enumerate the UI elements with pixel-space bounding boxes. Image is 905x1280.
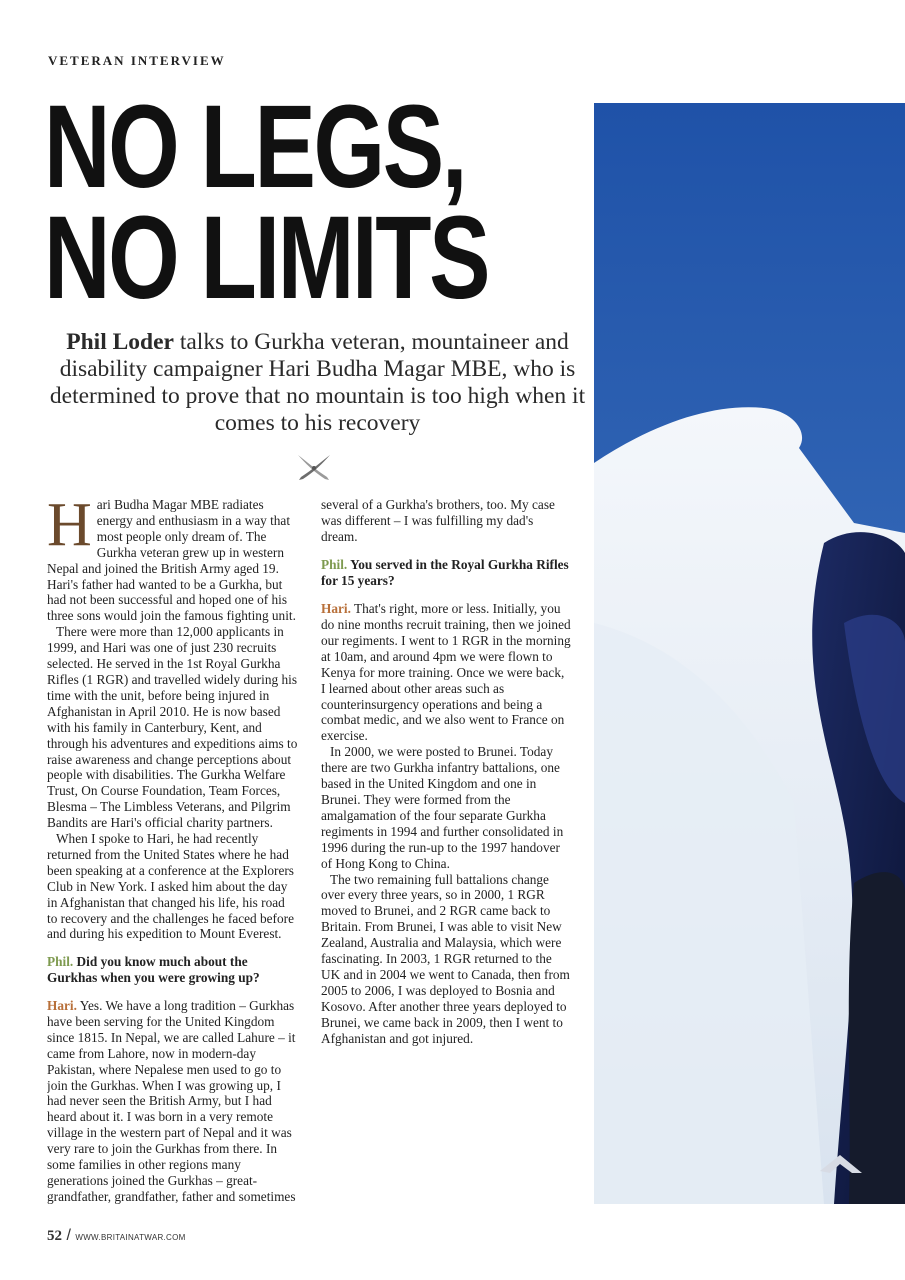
question-1 <box>47 954 298 986</box>
question-text: Did you know much about the Gurkhas when you were growing up? <box>47 954 260 986</box>
footer-separator: / <box>62 1227 76 1244</box>
article-paragraph: In 2000, we were posted to Brunei. Today there are two Gurkha infantry battalions, one based in the United Kingdom and one in Brunei. They were formed from the amalgamation of the four separate Gurkha regiments in 1994 and further consolidated in 1996 during the run-up to the 1997 handover of Hong Kong to China. <box>321 744 564 871</box>
headline-line-2: NO LIMITS <box>44 192 489 324</box>
website-link[interactable]: WWW.BRITAINATWAR.COM <box>75 1233 186 1242</box>
article-paragraph <box>47 491 298 624</box>
article-paragraph: When I spoke to Hari, he had recently returned from the United States where he had been speaking at a conference at the Explorers Club in New York. I asked him about the day in Afghanistan that changed his life, his road to recovery and the challenges he faced before and during his expedition to Mount Everest. <box>47 831 294 942</box>
answer-1 <box>47 998 298 1205</box>
speaker-phil: Phil. <box>47 954 74 970</box>
intro-text: ari Budha Magar MBE radiates energy and enthusiasm in a way that most people only dream of. The Gurkha veteran grew up in western Nepal and joined the British Army aged 19. Hari's father had wanted to be a Gurkha, but had not been successful and hoped one of his three sons would join the famous fighting unit. <box>47 497 296 624</box>
answer-2 <box>321 601 572 744</box>
article-paragraph: The two remaining full battalions change over every three years, so in 2000, 1 RGR moved to Brunei, and 2 RGR came back to Britain. From Brunei, I was able to visit New Zealand, Australia and Malaysia, which were fascinating. In 2003, 1 RGR returned to the UK and in 2004 we went to Canada, then from 2005 to 2006, I was deployed to Bosnia and Kosovo. After another three years deployed to Brunei, we came back in 2009, then I went to Afghanistan and got injured. <box>321 871 570 1046</box>
question-2 <box>321 557 572 589</box>
article-column-1 <box>47 491 298 998</box>
drop-cap: H <box>47 491 92 559</box>
speaker-hari: Hari. <box>321 601 351 617</box>
standfirst <box>40 329 595 437</box>
question-text: You served in the Royal Gurkha Rifles for 15 years? <box>321 557 569 589</box>
standfirst-author: Phil Loder <box>66 329 174 355</box>
section-kicker: VETERAN INTERVIEW <box>48 53 226 68</box>
answer-text: several of a Gurkha's brothers, too. My case was different – I was fulfilling my dad's dream. <box>321 497 555 544</box>
headline <box>44 81 489 324</box>
crossed-kukri-icon <box>294 452 334 484</box>
article-paragraph: There were more than 12,000 applicants in 1999, and Hari was one of just 230 recruits selected. He served in the 1st Royal Gurkha Rifles (1 RGR) and travelled widely during his time with the unit, before being injured in Afghanistan in April 2010. He is now based with his family in Canterbury, Kent, and through his adventures and expeditions aims to raise awareness and change perceptions about people with disabilities. The Gurkha Welfare Trust, On Course Foundation, Team Forces, Blesma – The Limbless Veterans, and Pilgrim Bandits are Hari's official charity partners. <box>47 624 298 831</box>
mountain-photo <box>594 103 905 1204</box>
page-number: 52 <box>47 1228 62 1244</box>
headline-line-1: NO LEGS, <box>44 81 466 213</box>
page-footer <box>47 1227 186 1245</box>
speaker-phil: Phil. <box>321 557 348 573</box>
standfirst-text: talks to Gurkha veteran, mountaineer and disability campaigner Hari Budha Magar MBE, who is determined to prove that no mountain is too high when it comes to his recovery <box>49 329 586 436</box>
answer-1-continued <box>321 497 572 545</box>
article-column-2 <box>321 545 572 1046</box>
speaker-hari: Hari. <box>47 998 77 1013</box>
answer-1-paragraph <box>321 497 572 545</box>
answer-1-paragraph <box>47 998 298 1205</box>
answer-text: Yes. We have a long tradition – Gurkhas have been serving for the United Kingdom since 1815. In Nepal, we are called Lahure – it came from Lahore, now in modern-day Pakistan, where Nepalese men used to go to join the Gurkhas. When I was growing up, I had never seen the British Army, but I had heard about it. I was born in a very remote village in the western part of Nepal and it was very rare to join the Gurkhas from there. In some families in other regions many generations joined the Gurkhas – great-grandfather, grandfather, father and sometimes <box>47 998 296 1204</box>
answer-text: That's right, more or less. Initially, you do nine months recruit training, then we joined our regiments. I went to 1 RGR in the morning at 10am, and around 4pm we were flown to Kenya for more training. Once we were back, I learned about other areas such as counterinsurgency operations and being a combat medic, and we also went to France on exercise. <box>321 601 571 744</box>
